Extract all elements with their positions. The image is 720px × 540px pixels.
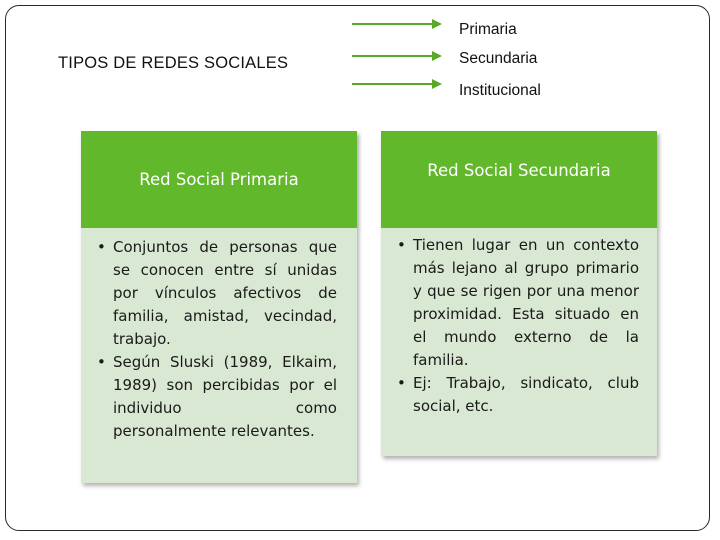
legend-label-institucional: Institucional: [459, 82, 541, 99]
primary-network-body: [81, 228, 357, 483]
legend-label-primaria: Primaria: [459, 21, 517, 38]
primary-network-header: Red Social Primaria: [81, 131, 357, 228]
secondary-network-header: Red Social Secundaria: [381, 131, 657, 228]
list-item: • Ej: Trabajo, sindicato, club social, etc.: [393, 372, 639, 418]
list-item: • Conjuntos de personas que se conocen entre sí unidas por vínculos afectivos de familia, amistad, vecindad, trabajo.: [93, 236, 337, 351]
arrow-primaria-icon: [432, 19, 442, 29]
legend-arrows: [348, 14, 444, 94]
list-item: • Tienen lugar en un contexto más lejano al grupo primario y que se rigen por una menor proximidad. Esta situado en el mundo externo de la familia.: [393, 234, 639, 372]
legend-label-secundaria: Secundaria: [459, 50, 538, 67]
secondary-network-body: [381, 228, 657, 456]
arrow-secundaria-icon: [432, 51, 442, 61]
arrow-institucional-icon: [432, 79, 442, 89]
slide-title: TIPOS DE REDES SOCIALES: [58, 54, 289, 72]
list-item: • Según Sluski (1989, Elkaim, 1989) son percibidas por el individuo como personalmente relevantes.: [93, 351, 337, 443]
